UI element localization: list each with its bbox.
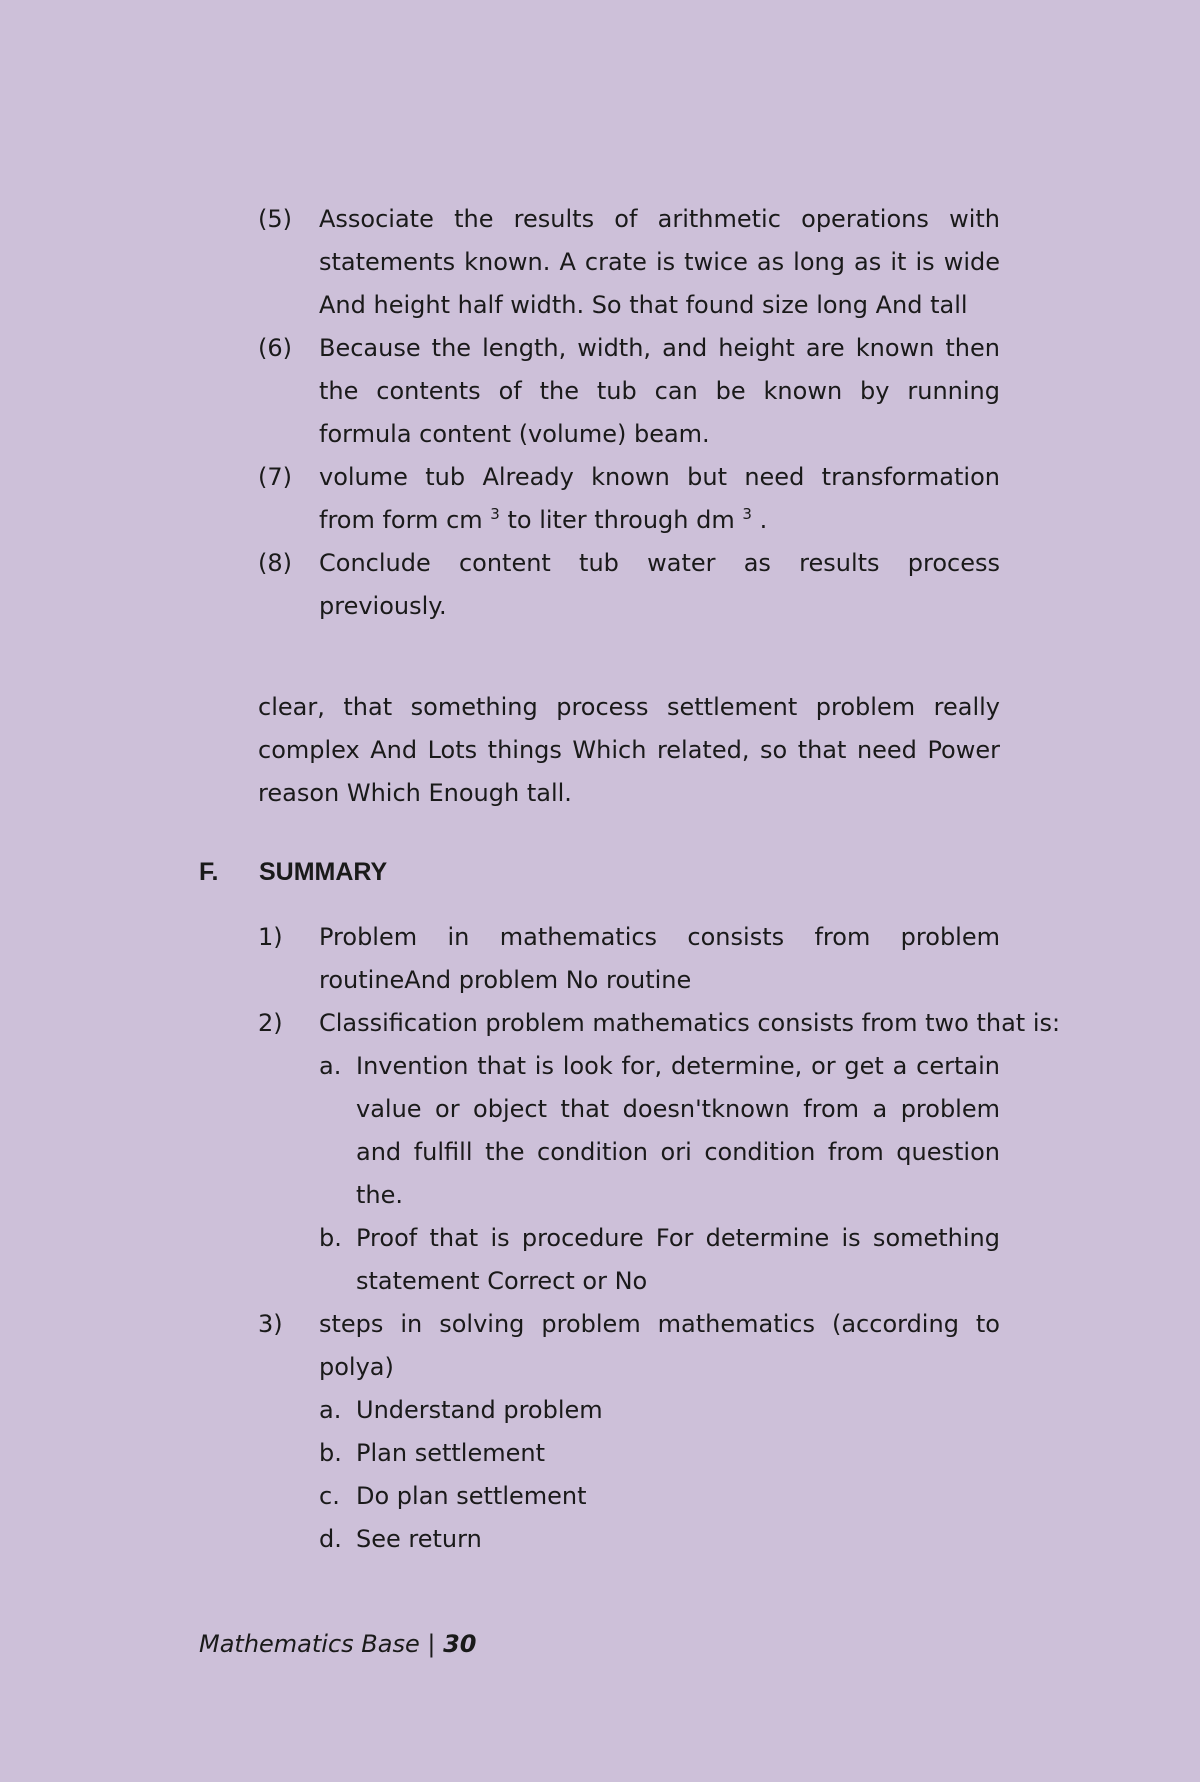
body-paragraph: clear, that something process settlement problem really complex And Lots things Which related, so that need Power reason Which Enough tall.	[258, 693, 1000, 807]
list-item	[258, 327, 1000, 456]
item-text-part: volume tub Already known but need transformation from form cm	[319, 463, 1000, 534]
summary-list	[258, 916, 1061, 1561]
sub-item	[319, 1045, 1000, 1217]
sub-item-text: Plan settlement	[356, 1439, 545, 1467]
footer-title: Mathematics Base	[199, 1630, 420, 1658]
item-text	[319, 456, 1000, 542]
item-marker: 3)	[258, 1310, 283, 1338]
sub-item	[319, 1475, 1000, 1518]
sub-item-marker: a.	[319, 1052, 342, 1080]
item-marker: 1)	[258, 923, 283, 951]
item-marker: (5)	[258, 205, 292, 233]
sub-item-marker: b.	[319, 1439, 342, 1467]
section-heading	[199, 858, 387, 887]
sub-item-marker: b.	[319, 1224, 342, 1252]
sub-item	[319, 1432, 1000, 1475]
list-item	[258, 198, 1000, 327]
page-footer	[199, 1630, 477, 1658]
sub-item	[319, 1518, 1000, 1561]
superscript: 3	[490, 505, 500, 523]
sub-item-marker: d.	[319, 1525, 342, 1553]
item-text: steps in solving problem mathematics (according to polya)	[319, 1310, 1000, 1381]
continuation-list	[258, 198, 1000, 628]
superscript: 3	[742, 505, 752, 523]
item-text-part: .	[759, 506, 768, 534]
sub-item	[319, 1389, 1000, 1432]
item-text-part: to liter through dm	[507, 506, 735, 534]
item-text: Because the length, width, and height are known then the contents of the tub can be known by running formula content (volume) beam.	[319, 334, 1000, 448]
item-marker: 2)	[258, 1009, 283, 1037]
sub-item-text: Invention that is look for, determine, or get a certain value or object that doesn'tknown from a problem and fulfill the condition ori condition from question the.	[356, 1052, 1000, 1209]
sub-item-text: See return	[356, 1525, 482, 1553]
sub-item-text: Understand problem	[356, 1396, 603, 1424]
list-item	[258, 1002, 1061, 1303]
list-item	[258, 542, 1000, 628]
list-item	[258, 456, 1000, 542]
sub-item-marker: c.	[319, 1482, 340, 1510]
list-item	[258, 1303, 1000, 1561]
sub-item-text: Do plan settlement	[356, 1482, 587, 1510]
list-item	[258, 916, 1000, 1002]
item-text: Conclude content tub water as results process previously.	[319, 549, 1000, 620]
page-number: 30	[443, 1630, 477, 1658]
item-marker: (7)	[258, 463, 292, 491]
sub-item	[319, 1217, 1000, 1303]
section-title: SUMMARY	[259, 858, 388, 886]
item-marker: (6)	[258, 334, 292, 362]
sub-item-marker: a.	[319, 1396, 342, 1424]
footer-separator: |	[427, 1630, 436, 1658]
item-marker: (8)	[258, 549, 292, 577]
item-text: Classification problem mathematics consists from two that is:	[319, 1009, 1061, 1037]
sub-item-text: Proof that is procedure For determine is something statement Correct or No	[356, 1224, 1000, 1295]
item-text: Problem in mathematics consists from problem routineAnd problem No routine	[319, 923, 1000, 994]
section-letter: F.	[199, 858, 219, 886]
item-text: Associate the results of arithmetic operations with statements known. A crate is twice as long as it is wide And height half width. So that found size long And tall	[319, 205, 1000, 319]
